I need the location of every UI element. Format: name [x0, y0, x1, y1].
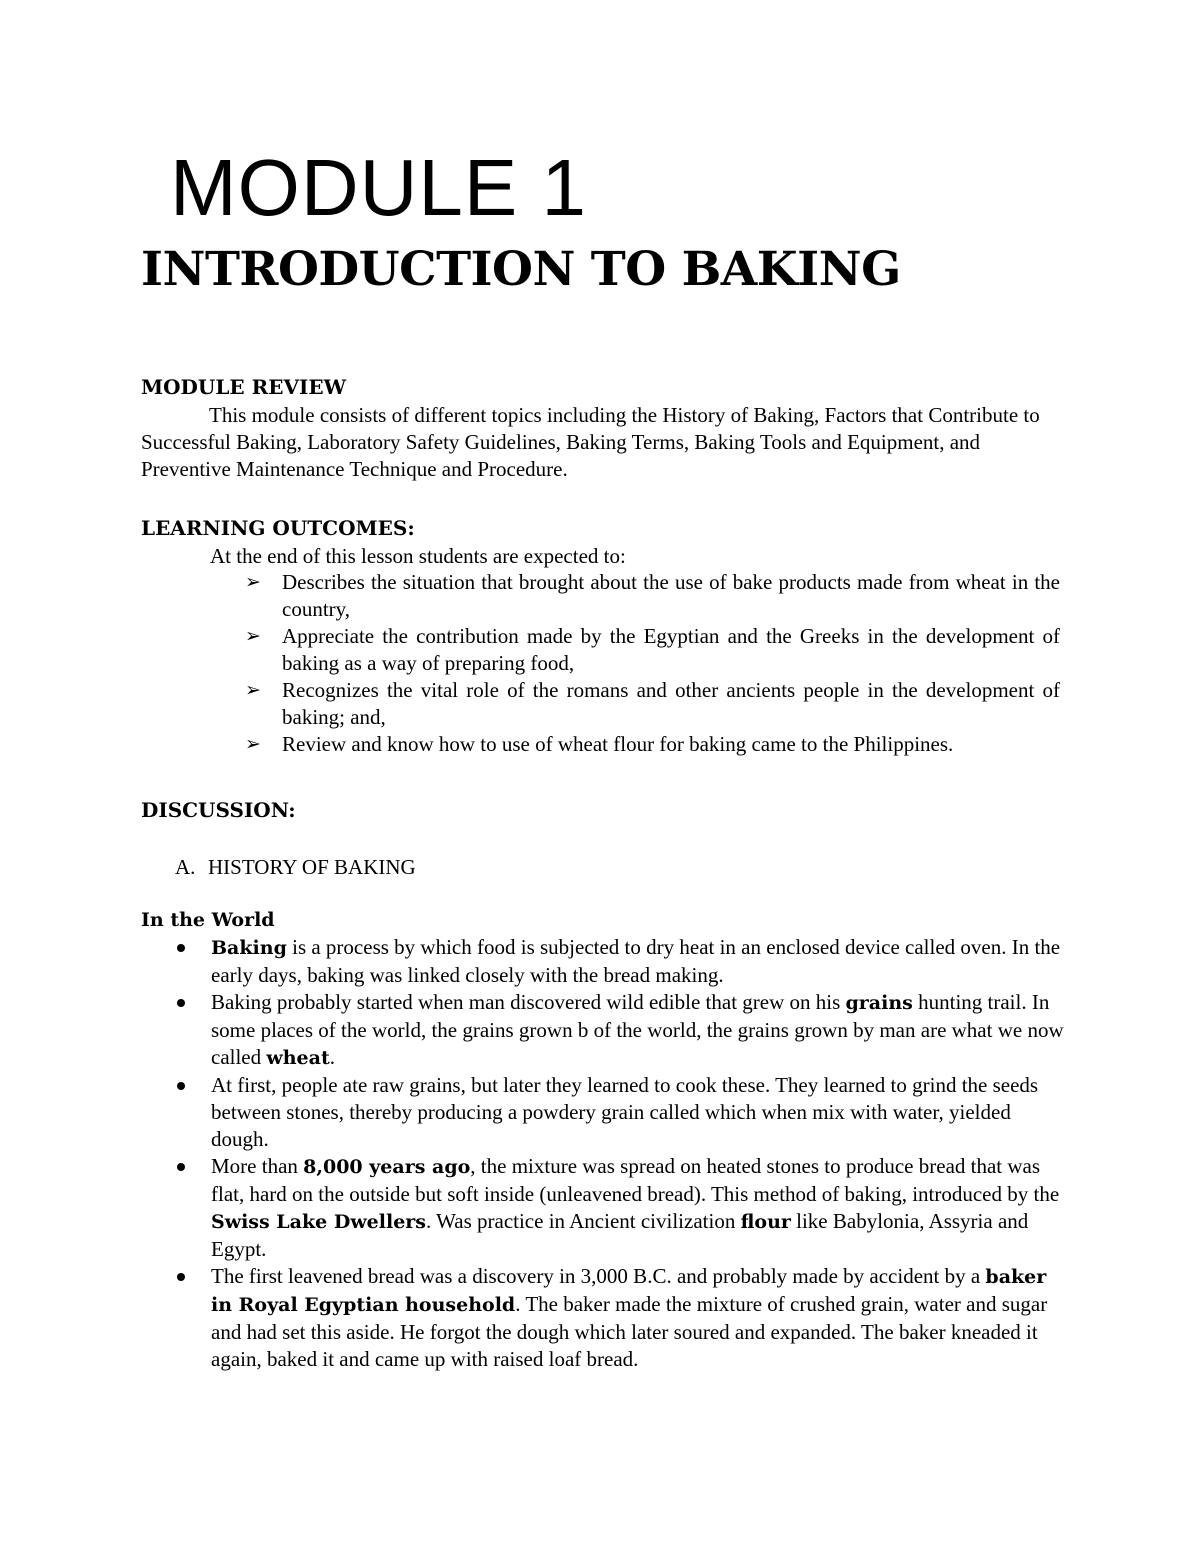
module-number: MODULE 1 [170, 143, 587, 232]
item-text: More than [211, 1154, 304, 1178]
item-text: , the mixture was spread on heated stones to produce bread that was flat, hard on the outside but soft inside (unleavened bread). This method of baking, introduced by the [211, 1154, 1060, 1206]
list-item [245, 623, 1060, 677]
bold-term: Swiss Lake Dwellers [211, 1211, 426, 1233]
discussion-heading: DISCUSSION: [141, 798, 296, 822]
learning-outcomes-list [245, 569, 1060, 758]
list-item [174, 1263, 1064, 1373]
bullet-dot-icon [177, 1273, 185, 1281]
bold-term: wheat [266, 1047, 330, 1069]
outcome-text: Describes the situation that brought about the use of bake products made from wheat in the country, [282, 570, 1060, 621]
bullet-dot-icon [177, 1082, 185, 1090]
item-text: The first leavened bread was a discovery in 3,000 B.C. and probably made by accident by a [211, 1264, 986, 1288]
item-text: . The baker made the mixture of crushed grain, water and sugar and had set this aside. He forgot the dough which later soured and expanded. The baker kneaded it again, baked it and came up with raised loaf bread. [211, 1292, 1048, 1371]
module-review-heading: MODULE REVIEW [141, 375, 347, 399]
bold-term: Baking [211, 937, 287, 959]
outcome-text: Review and know how to use of wheat flour for baking came to the Philippines. [282, 732, 954, 756]
module-review-text: This module consists of different topics including the History of Baking, Factors that Contribute to Successful Baking, Laboratory Safety Guidelines, Baking Terms, Baking Tools and Equipment, and Preventive Maintenance Technique and Procedure. [141, 403, 1040, 481]
arrow-bullet-icon: ➢ [245, 572, 261, 593]
bullet-dot-icon [177, 999, 185, 1007]
subsection-letter: A. [175, 855, 196, 879]
list-item [174, 1072, 1064, 1153]
arrow-bullet-icon: ➢ [245, 680, 261, 701]
arrow-bullet-icon: ➢ [245, 626, 261, 647]
document-title: INTRODUCTION TO BAKING [141, 242, 901, 297]
learning-outcomes-heading: LEARNING OUTCOMES: [141, 516, 415, 540]
item-text: Baking probably started when man discovered wild edible that grew on his [211, 990, 846, 1014]
outcome-text: Recognizes the vital role of the romans and other ancients people in the development of baking; and, [282, 678, 1060, 729]
item-text: is a process by which food is subjected to dry heat in an enclosed device called oven. In the early days, baking was linked closely with the bread making. [211, 935, 1061, 987]
bullet-dot-icon [177, 944, 185, 952]
world-history-list [174, 934, 1064, 1373]
arrow-bullet-icon: ➢ [245, 734, 261, 755]
bullet-dot-icon [177, 1163, 185, 1171]
list-item [174, 1153, 1064, 1263]
item-text: hunting trail. In some places of the world, the grains grown b of the world, the grains grown by man are what we now called [211, 990, 1064, 1069]
bold-term: baker in Royal Egyptian household [211, 1266, 1047, 1316]
item-text: . [329, 1045, 335, 1069]
bold-term: flour [740, 1211, 791, 1233]
list-item [245, 569, 1060, 623]
item-text: like Babylonia, Assyria and Egypt. [211, 1209, 1029, 1261]
list-item [245, 731, 1060, 758]
item-text: At first, people ate raw grains, but later they learned to cook these. They learned to grind the seeds between stones, thereby producing a powdery grain called which when mix with water, yielded dough. [211, 1073, 1039, 1151]
bold-term: grains [845, 992, 913, 1014]
bold-term: 8,000 years ago [303, 1156, 471, 1178]
outcome-text: Appreciate the contribution made by the Egyptian and the Greeks in the development of baking as a way of preparing food, [282, 624, 1060, 675]
list-item [245, 677, 1060, 731]
learning-outcomes-intro: At the end of this lesson students are expected to: [210, 544, 626, 568]
subsection-heading [175, 854, 416, 881]
subsection-title: HISTORY OF BAKING [208, 855, 416, 879]
list-item [174, 989, 1064, 1072]
list-item [174, 934, 1064, 989]
item-text: . Was practice in Ancient civilization [426, 1209, 741, 1233]
world-heading: In the World [141, 909, 275, 931]
